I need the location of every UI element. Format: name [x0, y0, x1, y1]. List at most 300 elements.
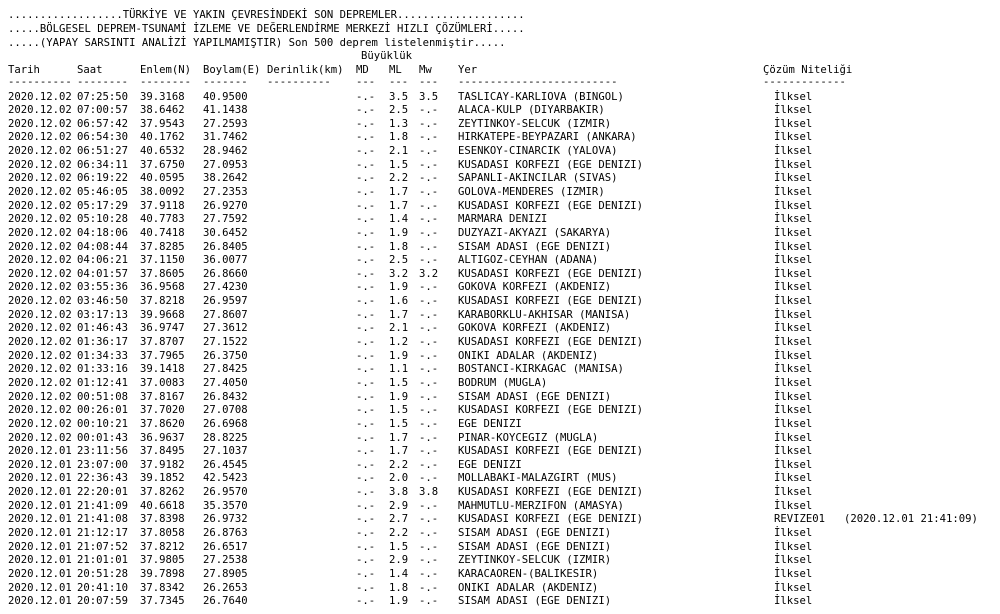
cell-mw: -.-: [419, 554, 439, 567]
cell-location: MOLLABAKI-MALAZGIRT (MUS): [458, 472, 618, 485]
cell-lat: 40.6618: [140, 499, 185, 512]
cell-lat: 36.9568: [140, 281, 185, 294]
cell-ml: 2.2: [389, 172, 409, 185]
cell-lon: 26.9597: [203, 295, 248, 308]
cell-quality: İlksel: [774, 472, 813, 485]
cell-ml: 1.5: [389, 376, 409, 389]
cell-time: 05:17:29: [77, 199, 129, 212]
cell-lat: 37.8620: [140, 417, 185, 430]
cell-date: 2020.12.02: [8, 104, 72, 117]
cell-quality: İlksel: [774, 254, 813, 267]
cell-lat: 37.9543: [140, 117, 185, 130]
cell-md: -.-: [356, 281, 376, 294]
cell-lat: 37.8058: [140, 526, 185, 539]
cell-md: -.-: [356, 540, 376, 553]
cell-location: KUSADASI KORFEZI (EGE DENIZI): [458, 295, 643, 308]
cell-mw: -.-: [419, 322, 439, 335]
cell-md: -.-: [356, 322, 376, 335]
cell-mw: -.-: [419, 308, 439, 321]
cell-date: 2020.12.01: [8, 595, 72, 608]
cell-date: 2020.12.02: [8, 336, 72, 349]
cell-lat: 39.7898: [140, 567, 185, 580]
cell-date: 2020.12.02: [8, 431, 72, 444]
cell-mw: -.-: [419, 213, 439, 226]
cell-md: -.-: [356, 431, 376, 444]
cell-quality: İlksel: [774, 404, 813, 417]
cell-lat: 37.1150: [140, 254, 185, 267]
cell-time: 20:07:59: [77, 595, 129, 608]
cell-mw: -.-: [419, 526, 439, 539]
cell-mw: -.-: [419, 104, 439, 117]
cell-location: KUSADASI KORFEZI (EGE DENIZI): [458, 513, 643, 526]
cell-md: -.-: [356, 308, 376, 321]
cell-time: 23:07:00: [77, 458, 129, 471]
cell-md: -.-: [356, 185, 376, 198]
cell-ml: 1.3: [389, 117, 409, 130]
cell-time: 05:46:05: [77, 185, 129, 198]
cell-date: 2020.12.02: [8, 158, 72, 171]
cell-date: 2020.12.01: [8, 445, 72, 458]
cell-date: 2020.12.02: [8, 417, 72, 430]
cell-location: ALTIGOZ-CEYHAN (ADANA): [458, 254, 599, 267]
cell-mw: -.-: [419, 117, 439, 130]
cell-md: -.-: [356, 526, 376, 539]
cell-location: ESENKOY-CINARCIK (YALOVA): [458, 145, 618, 158]
cell-lat: 40.0595: [140, 172, 185, 185]
cell-quality: İlksel: [774, 172, 813, 185]
cell-ml: 1.1: [389, 363, 409, 376]
cell-lon: 26.6517: [203, 540, 248, 553]
cell-lon: 30.6452: [203, 226, 248, 239]
cell-ml: 3.5: [389, 90, 409, 103]
cell-md: -.-: [356, 486, 376, 499]
cell-mw: -.-: [419, 431, 439, 444]
cell-time: 06:54:30: [77, 131, 129, 144]
cell-location: EGE DENIZI: [458, 417, 522, 430]
cell-lat: 37.8398: [140, 513, 185, 526]
magnitude-group-label: Büyüklük: [361, 50, 413, 62]
cell-md: -.-: [356, 117, 376, 130]
cell-location: EGE DENIZI: [458, 458, 522, 471]
cell-md: -.-: [356, 567, 376, 580]
cell-lat: 39.1418: [140, 363, 185, 376]
cell-mw: -.-: [419, 336, 439, 349]
cell-quality: İlksel: [774, 295, 813, 308]
cell-location: ALACA-KULP (DIYARBAKIR): [458, 104, 605, 117]
cell-lat: 37.7965: [140, 349, 185, 362]
cell-location: GOKOVA KORFEZI (AKDENIZ): [458, 281, 612, 294]
cell-ml: 1.2: [389, 336, 409, 349]
cell-time: 07:25:50: [77, 90, 129, 103]
cell-date: 2020.12.01: [8, 499, 72, 512]
cell-md: -.-: [356, 581, 376, 594]
cell-ml: 1.4: [389, 567, 409, 580]
cell-ml: 2.5: [389, 254, 409, 267]
cell-date: 2020.12.02: [8, 404, 72, 417]
cell-date: 2020.12.01: [8, 581, 72, 594]
cell-date: 2020.12.01: [8, 472, 72, 485]
cell-ml: 2.1: [389, 322, 409, 335]
cell-ml: 1.7: [389, 308, 409, 321]
cell-lon: 26.4545: [203, 458, 248, 471]
cell-lon: 26.8763: [203, 526, 248, 539]
cell-md: -.-: [356, 417, 376, 430]
cell-ml: 1.7: [389, 445, 409, 458]
cell-time: 21:01:01: [77, 554, 129, 567]
cell-location: BOSTANCI-KIRKAGAC (MANISA): [458, 363, 624, 376]
cell-quality: İlksel: [774, 213, 813, 226]
cell-lon: 26.9270: [203, 199, 248, 212]
cell-lat: 37.8605: [140, 267, 185, 280]
cell-lon: 26.3750: [203, 349, 248, 362]
cell-date: 2020.12.02: [8, 131, 72, 144]
cell-lat: 40.7783: [140, 213, 185, 226]
cell-lon: 27.8425: [203, 363, 248, 376]
cell-date: 2020.12.02: [8, 363, 72, 376]
col-time-separator: --------: [77, 76, 129, 88]
col-depth-header: Derinlik(km): [267, 64, 344, 76]
cell-ml: 1.6: [389, 295, 409, 308]
col-lon-separator: -------: [203, 76, 248, 88]
cell-date: 2020.12.02: [8, 281, 72, 294]
cell-lat: 40.6532: [140, 145, 185, 158]
cell-lon: 26.8405: [203, 240, 248, 253]
cell-date: 2020.12.01: [8, 526, 72, 539]
cell-location: PINAR-KOYCEGIZ (MUGLA): [458, 431, 599, 444]
cell-mw: -.-: [419, 595, 439, 608]
cell-md: -.-: [356, 513, 376, 526]
cell-time: 00:01:43: [77, 431, 129, 444]
cell-md: -.-: [356, 445, 376, 458]
cell-ml: 2.9: [389, 499, 409, 512]
cell-date: 2020.12.02: [8, 376, 72, 389]
cell-lon: 26.2653: [203, 581, 248, 594]
cell-time: 06:34:11: [77, 158, 129, 171]
cell-ml: 2.1: [389, 145, 409, 158]
cell-time: 01:46:43: [77, 322, 129, 335]
cell-quality: REVIZE01: [774, 513, 826, 526]
cell-date: 2020.12.01: [8, 513, 72, 526]
cell-lon: 27.0953: [203, 158, 248, 171]
cell-mw: -.-: [419, 363, 439, 376]
cell-ml: 2.5: [389, 104, 409, 117]
cell-md: -.-: [356, 363, 376, 376]
header-line-2: [0, 23, 525, 37]
cell-lon: 26.9570: [203, 486, 248, 499]
cell-time: 21:41:08: [77, 513, 129, 526]
cell-ml: 1.8: [389, 240, 409, 253]
cell-quality: İlksel: [774, 145, 813, 158]
cell-note: (2020.12.01 21:41:09): [844, 513, 978, 526]
cell-ml: 2.9: [389, 554, 409, 567]
cell-lon: 27.4230: [203, 281, 248, 294]
cell-time: 22:36:43: [77, 472, 129, 485]
col-date-header: Tarih: [8, 64, 40, 76]
cell-mw: -.-: [419, 581, 439, 594]
cell-ml: 3.2: [389, 267, 409, 280]
cell-quality: İlksel: [774, 390, 813, 403]
cell-time: 00:10:21: [77, 417, 129, 430]
col-md-header: MD: [356, 64, 369, 76]
cell-location: KUSADASI KORFEZI (EGE DENIZI): [458, 158, 643, 171]
cell-quality: İlksel: [774, 431, 813, 444]
cell-date: 2020.12.01: [8, 540, 72, 553]
cell-md: -.-: [356, 213, 376, 226]
col-quality-header: Çözüm Niteliği: [763, 64, 853, 76]
cell-md: -.-: [356, 404, 376, 417]
col-time-header: Saat: [77, 64, 103, 76]
cell-lat: 38.0092: [140, 185, 185, 198]
cell-ml: 1.4: [389, 213, 409, 226]
cell-lon: 26.9732: [203, 513, 248, 526]
cell-ml: 1.5: [389, 417, 409, 430]
cell-date: 2020.12.02: [8, 240, 72, 253]
cell-mw: -.-: [419, 185, 439, 198]
cell-mw: -.-: [419, 349, 439, 362]
cell-md: -.-: [356, 104, 376, 117]
cell-lon: 41.1438: [203, 104, 248, 117]
cell-lat: 39.3168: [140, 90, 185, 103]
cell-lon: 26.6968: [203, 417, 248, 430]
cell-time: 22:20:01: [77, 486, 129, 499]
cell-location: SISAM ADASI (EGE DENIZI): [458, 390, 612, 403]
cell-location: KUSADASI KORFEZI (EGE DENIZI): [458, 199, 643, 212]
cell-location: KUSADASI KORFEZI (EGE DENIZI): [458, 445, 643, 458]
cell-md: -.-: [356, 472, 376, 485]
header-subtitle: .....BÖLGESEL DEPREM-TSUNAMİ İZLEME VE DEĞERLENDİRME MERKEZİ HIZLI ÇÖZÜMLERİ.....: [8, 23, 525, 35]
cell-date: 2020.12.02: [8, 322, 72, 335]
cell-quality: İlksel: [774, 226, 813, 239]
cell-date: 2020.12.02: [8, 390, 72, 403]
cell-ml: 1.8: [389, 131, 409, 144]
cell-time: 01:36:17: [77, 336, 129, 349]
cell-time: 00:51:08: [77, 390, 129, 403]
cell-location: GOLOVA-MENDERES (IZMIR): [458, 185, 605, 198]
cell-quality: İlksel: [774, 117, 813, 130]
cell-mw: -.-: [419, 472, 439, 485]
cell-lat: 37.8342: [140, 581, 185, 594]
cell-quality: İlksel: [774, 458, 813, 471]
cell-time: 04:06:21: [77, 254, 129, 267]
cell-lon: 42.5423: [203, 472, 248, 485]
cell-lon: 26.8660: [203, 267, 248, 280]
cell-lat: 36.9747: [140, 322, 185, 335]
cell-md: -.-: [356, 295, 376, 308]
cell-time: 21:12:17: [77, 526, 129, 539]
cell-location: ONIKI ADALAR (AKDENIZ): [458, 349, 599, 362]
cell-lat: 40.7418: [140, 226, 185, 239]
cell-quality: İlksel: [774, 322, 813, 335]
cell-md: -.-: [356, 254, 376, 267]
cell-ml: 1.5: [389, 404, 409, 417]
cell-lat: 39.9668: [140, 308, 185, 321]
cell-mw: -.-: [419, 458, 439, 471]
cell-time: 03:46:50: [77, 295, 129, 308]
cell-ml: 2.0: [389, 472, 409, 485]
col-ml-header: ML: [389, 64, 402, 76]
header-line-3: [0, 37, 506, 51]
cell-mw: -.-: [419, 131, 439, 144]
cell-time: 05:10:28: [77, 213, 129, 226]
cell-quality: İlksel: [774, 281, 813, 294]
cell-date: 2020.12.02: [8, 199, 72, 212]
cell-location: SISAM ADASI (EGE DENIZI): [458, 526, 612, 539]
cell-md: -.-: [356, 240, 376, 253]
cell-quality: İlksel: [774, 104, 813, 117]
cell-md: -.-: [356, 172, 376, 185]
cell-lon: 26.7640: [203, 595, 248, 608]
cell-quality: İlksel: [774, 240, 813, 253]
cell-md: -.-: [356, 90, 376, 103]
cell-mw: -.-: [419, 295, 439, 308]
cell-lat: 37.8262: [140, 486, 185, 499]
cell-md: -.-: [356, 376, 376, 389]
cell-md: -.-: [356, 158, 376, 171]
cell-lon: 27.3612: [203, 322, 248, 335]
cell-quality: İlksel: [774, 308, 813, 321]
cell-lon: 27.7592: [203, 213, 248, 226]
cell-lat: 37.8495: [140, 445, 185, 458]
cell-mw: -.-: [419, 199, 439, 212]
cell-time: 20:51:28: [77, 567, 129, 580]
cell-lon: 28.8225: [203, 431, 248, 444]
cell-quality: İlksel: [774, 540, 813, 553]
col-mw-separator: ---: [419, 76, 439, 88]
cell-date: 2020.12.02: [8, 349, 72, 362]
cell-quality: İlksel: [774, 581, 813, 594]
cell-date: 2020.12.02: [8, 308, 72, 321]
cell-mw: -.-: [419, 376, 439, 389]
cell-quality: İlksel: [774, 363, 813, 376]
cell-quality: İlksel: [774, 554, 813, 567]
cell-lat: 40.1762: [140, 131, 185, 144]
cell-md: -.-: [356, 199, 376, 212]
cell-lon: 27.0708: [203, 404, 248, 417]
cell-mw: -.-: [419, 499, 439, 512]
cell-location: ZEYTINKOY-SELCUK (IZMIR): [458, 117, 612, 130]
cell-time: 21:41:09: [77, 499, 129, 512]
cell-location: DUZYAZI-AKYAZI (SAKARYA): [458, 226, 612, 239]
col-md-separator: ---: [356, 76, 376, 88]
cell-location: GOKOVA KORFEZI (AKDENIZ): [458, 322, 612, 335]
cell-ml: 1.5: [389, 158, 409, 171]
cell-ml: 1.5: [389, 540, 409, 553]
cell-mw: 3.5: [419, 90, 439, 103]
cell-mw: -.-: [419, 226, 439, 239]
cell-lat: 37.8707: [140, 336, 185, 349]
col-lon-header: Boylam(E): [203, 64, 261, 76]
cell-lat: 37.8218: [140, 295, 185, 308]
cell-ml: 1.8: [389, 581, 409, 594]
cell-md: -.-: [356, 390, 376, 403]
cell-location: HIRKATEPE-BEYPAZARI (ANKARA): [458, 131, 637, 144]
column-separator-row: [0, 76, 846, 90]
cell-quality: İlksel: [774, 486, 813, 499]
cell-date: 2020.12.01: [8, 567, 72, 580]
cell-location: MAHMUTLU-MERZIFON (AMASYA): [458, 499, 624, 512]
cell-lon: 27.8607: [203, 308, 248, 321]
cell-lon: 27.2593: [203, 117, 248, 130]
col-lat-header: Enlem(N): [140, 64, 192, 76]
cell-lat: 37.9182: [140, 458, 185, 471]
col-mw-header: Mw: [419, 64, 432, 76]
col-ml-separator: ---: [389, 76, 409, 88]
cell-ml: 3.8: [389, 486, 409, 499]
cell-mw: 3.8: [419, 486, 439, 499]
cell-ml: 2.2: [389, 458, 409, 471]
cell-time: 06:51:27: [77, 145, 129, 158]
cell-quality: İlksel: [774, 131, 813, 144]
cell-mw: -.-: [419, 567, 439, 580]
cell-mw: -.-: [419, 172, 439, 185]
cell-lat: 37.8212: [140, 540, 185, 553]
cell-time: 04:08:44: [77, 240, 129, 253]
cell-date: 2020.12.02: [8, 295, 72, 308]
cell-lon: 28.9462: [203, 145, 248, 158]
cell-md: -.-: [356, 458, 376, 471]
cell-lat: 37.7345: [140, 595, 185, 608]
col-quality-separator: -------------: [763, 76, 846, 88]
cell-date: 2020.12.02: [8, 145, 72, 158]
cell-location: KUSADASI KORFEZI (EGE DENIZI): [458, 486, 643, 499]
cell-time: 21:07:52: [77, 540, 129, 553]
cell-time: 04:18:06: [77, 226, 129, 239]
cell-location: KUSADASI KORFEZI (EGE DENIZI): [458, 404, 643, 417]
cell-location: TASLICAY-KARLIOVA (BINGOL): [458, 90, 624, 103]
cell-mw: -.-: [419, 254, 439, 267]
cell-lon: 26.8432: [203, 390, 248, 403]
cell-location: MARMARA DENIZI: [458, 213, 548, 226]
cell-ml: 1.7: [389, 199, 409, 212]
cell-mw: -.-: [419, 240, 439, 253]
cell-quality: İlksel: [774, 158, 813, 171]
cell-location: ONIKI ADALAR (AKDENIZ): [458, 581, 599, 594]
cell-quality: İlksel: [774, 199, 813, 212]
cell-location: KUSADASI KORFEZI (EGE DENIZI): [458, 267, 643, 280]
cell-ml: 2.2: [389, 526, 409, 539]
cell-time: 01:33:16: [77, 363, 129, 376]
cell-date: 2020.12.02: [8, 267, 72, 280]
cell-lon: 27.8905: [203, 567, 248, 580]
cell-lat: 39.1852: [140, 472, 185, 485]
cell-date: 2020.12.02: [8, 226, 72, 239]
magnitude-group-line: [0, 50, 413, 64]
cell-quality: İlksel: [774, 567, 813, 580]
cell-location: KARABORKLU-AKHISAR (MANISA): [458, 308, 631, 321]
cell-location: BODRUM (MUGLA): [458, 376, 548, 389]
cell-time: 03:55:36: [77, 281, 129, 294]
cell-mw: -.-: [419, 404, 439, 417]
col-location-separator: -------------------------: [458, 76, 618, 88]
cell-time: 23:11:56: [77, 445, 129, 458]
cell-lon: 27.2538: [203, 554, 248, 567]
cell-quality: İlksel: [774, 349, 813, 362]
cell-time: 01:12:41: [77, 376, 129, 389]
cell-mw: -.-: [419, 445, 439, 458]
cell-lat: 37.8167: [140, 390, 185, 403]
cell-md: -.-: [356, 267, 376, 280]
cell-ml: 1.9: [389, 390, 409, 403]
cell-lat: 37.9805: [140, 554, 185, 567]
cell-mw: -.-: [419, 281, 439, 294]
cell-lat: 37.6750: [140, 158, 185, 171]
cell-lat: 38.6462: [140, 104, 185, 117]
cell-time: 06:19:22: [77, 172, 129, 185]
cell-lat: 37.8285: [140, 240, 185, 253]
cell-date: 2020.12.01: [8, 554, 72, 567]
cell-ml: 2.7: [389, 513, 409, 526]
cell-lon: 31.7462: [203, 131, 248, 144]
